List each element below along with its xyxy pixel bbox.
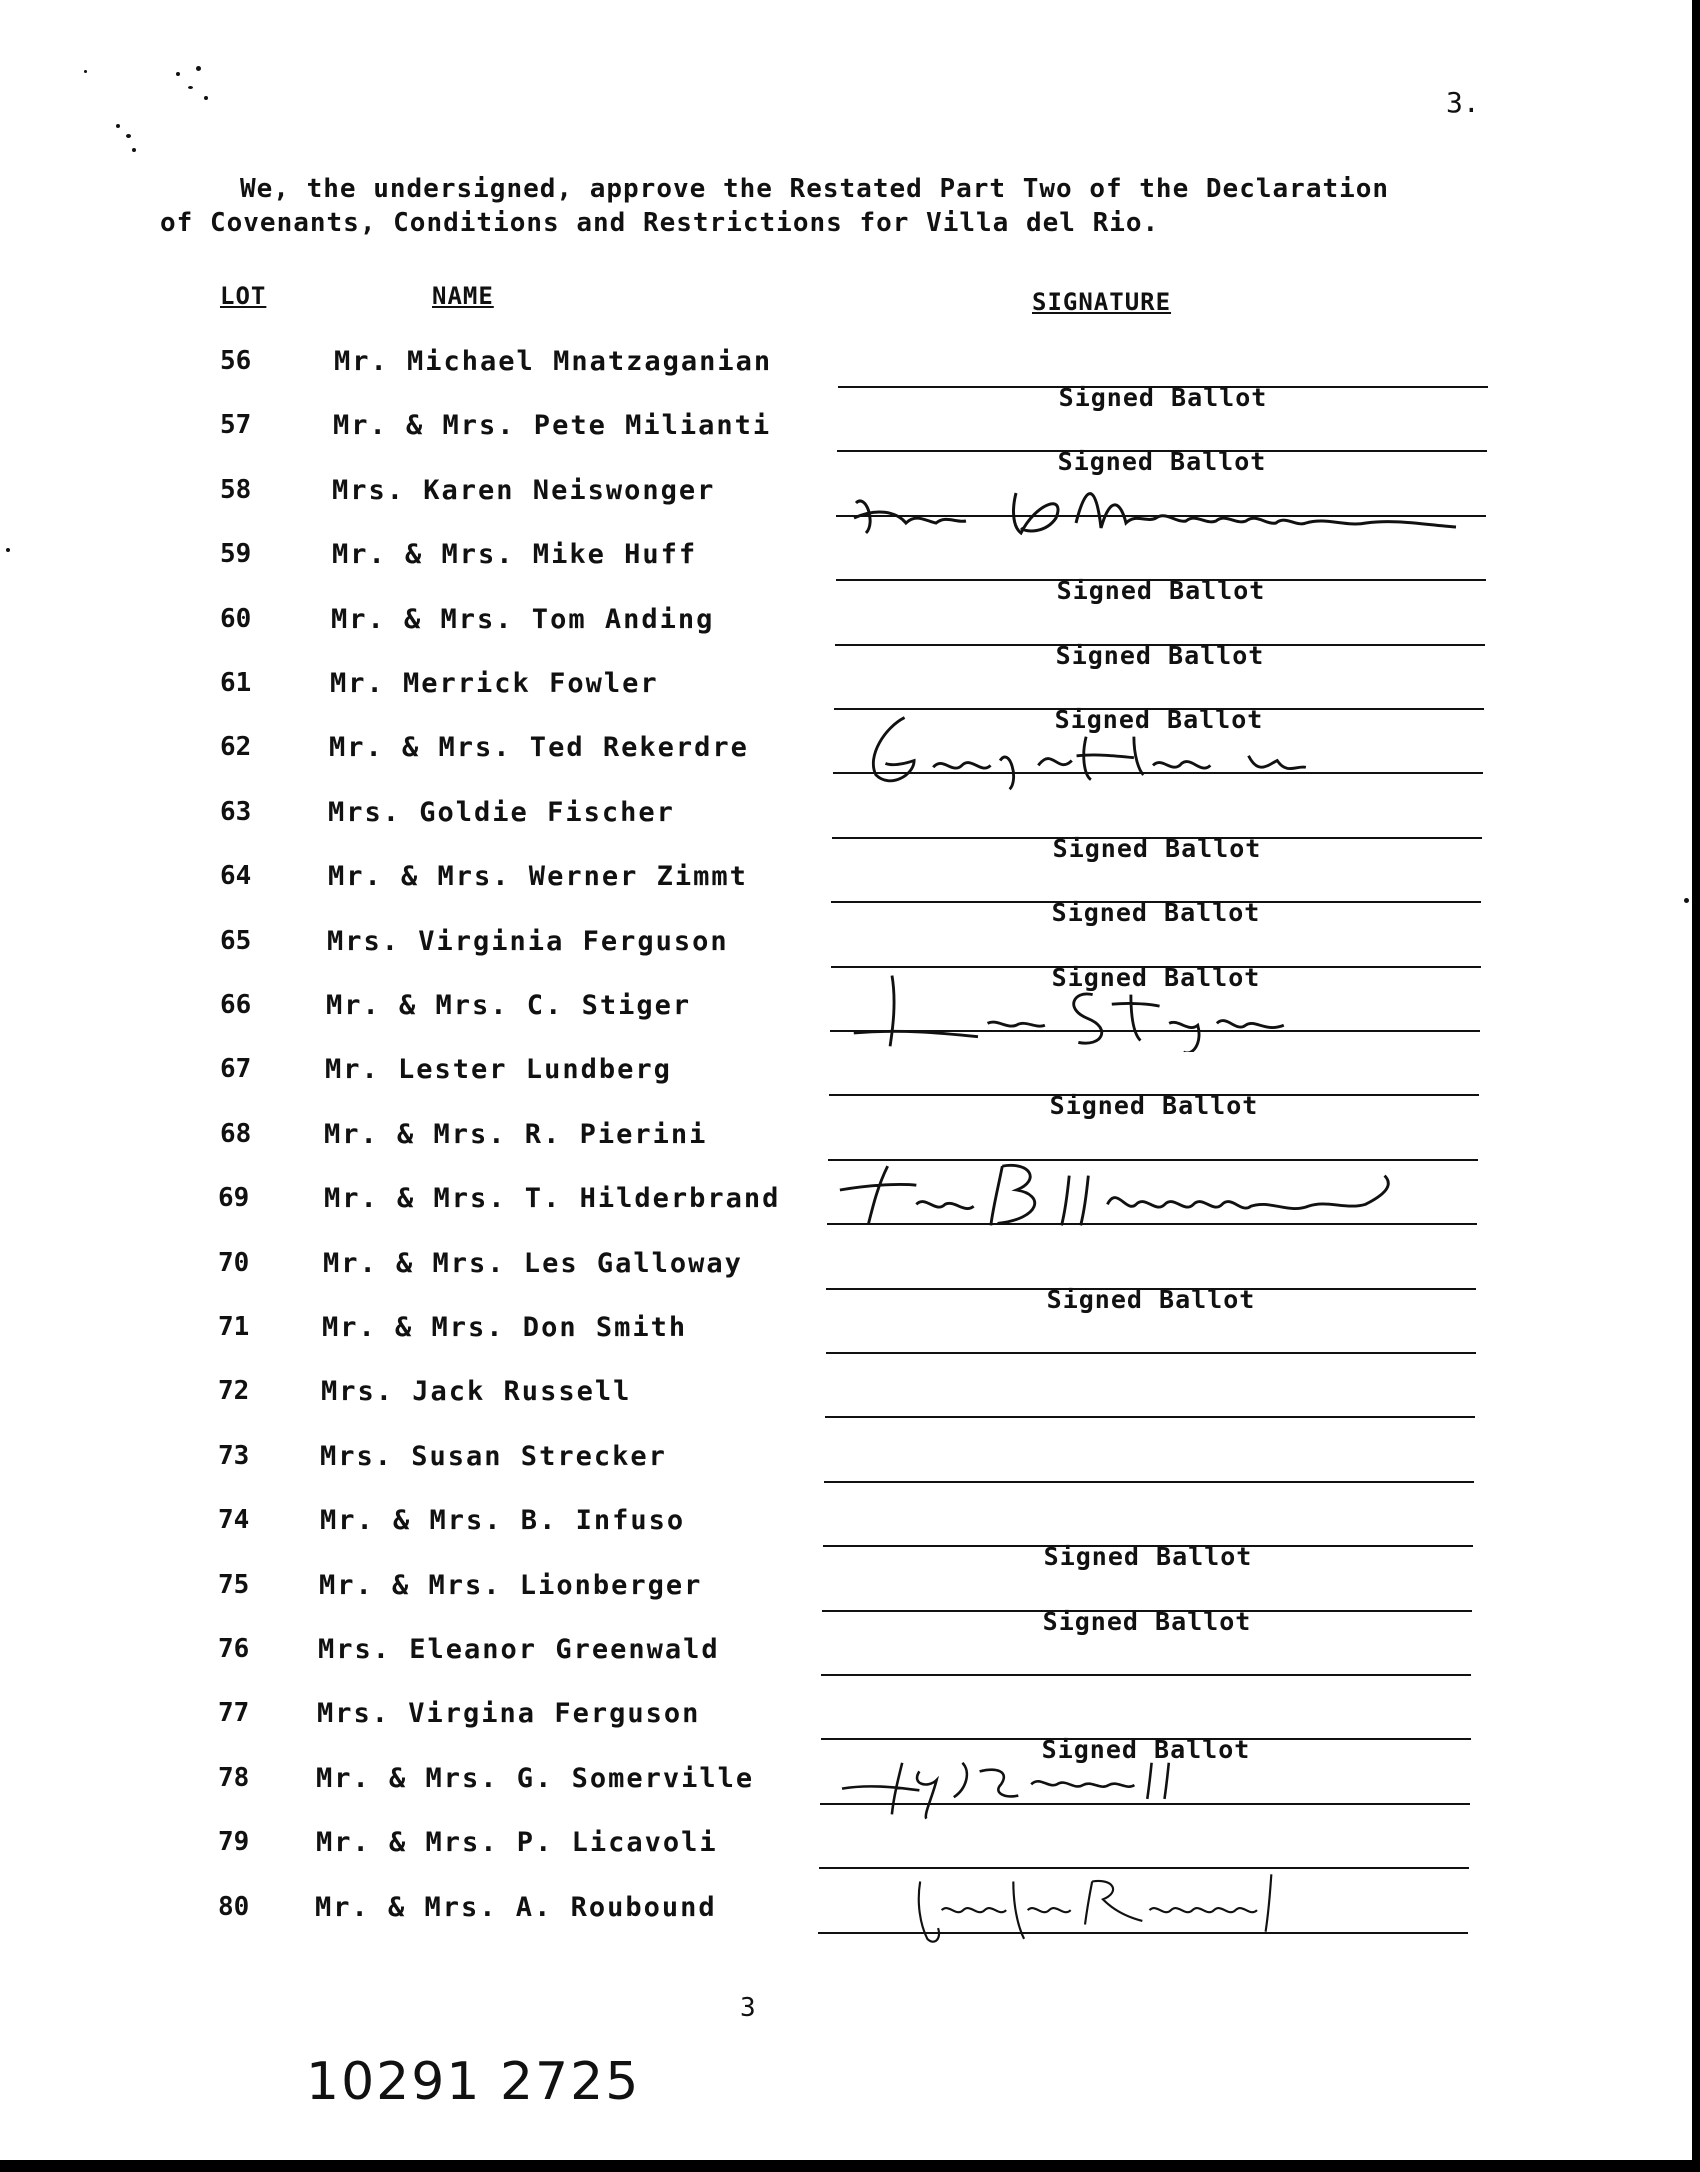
lot-number: 65 [220,925,252,956]
signature-line[interactable] [824,1481,1474,1483]
owner-name: Mr. & Mrs. Les Galloway [323,1247,743,1279]
signature-line[interactable] [820,1803,1470,1805]
owner-name: Mrs. Goldie Fischer [328,796,675,828]
intro-paragraph [160,172,1580,240]
table-row [0,861,1692,928]
intro-line-1: We, the undersigned, approve the Restated Part Two of the Declaration [240,174,1390,204]
signature-line[interactable] [836,515,1486,517]
signature-status: Signed Ballot [1051,898,1261,928]
table-row [0,1634,1692,1698]
signature-line[interactable] [818,1932,1468,1934]
lot-number: 74 [218,1505,250,1536]
owner-name: Mr. Michael Mnatzaganian [334,346,773,377]
signature-status: Signed Ballot [1055,640,1265,670]
table-row [0,1054,1692,1121]
lot-number: 75 [218,1569,250,1600]
footer-document-number: 10291 2725 [306,2052,641,2112]
owner-name: Mrs. Virgina Ferguson [317,1698,701,1730]
table-row [0,1312,1692,1376]
lot-number: 70 [218,1247,250,1278]
scan-speck [176,72,180,76]
signature-line[interactable] [825,1416,1475,1418]
signature-status: Signed Ballot [1058,383,1268,412]
lot-number: 79 [218,1827,250,1858]
signature-line[interactable] [838,383,1488,412]
signature-status: Signed Ballot [1051,962,1261,992]
signature-status: Signed Ballot [1041,1735,1251,1765]
signature-status: Signed Ballot [1057,447,1267,477]
table-row [0,1505,1692,1572]
signature-line[interactable] [833,772,1483,774]
signature-line[interactable] [822,1606,1472,1636]
signature-status: Signed Ballot [1056,576,1266,606]
owner-name: Mr. & Mrs. A. Roubound [315,1891,717,1923]
signature-line[interactable] [823,1542,1473,1572]
scan-speck [188,86,193,89]
scan-speck [132,148,136,152]
signature-line[interactable] [827,1223,1477,1225]
signature-line[interactable] [831,898,1481,928]
table-row [0,1441,1692,1505]
owner-name: Mr. & Mrs. Ted Rekerdre [329,732,749,764]
signature-line[interactable] [832,833,1482,863]
lot-number: 67 [220,1054,252,1085]
table-row [0,797,1692,861]
table-row [0,604,1692,668]
table-row [0,1183,1692,1247]
signature-status: Signed Ballot [1046,1284,1256,1314]
lot-number: 61 [220,668,252,698]
lot-number: 59 [220,539,252,570]
scan-speck [84,70,87,73]
lot-number: 68 [220,1118,252,1149]
owner-name: Mr. & Mrs. T. Hilderbrand [324,1183,781,1215]
scan-speck [116,124,120,128]
signature-status: Signed Ballot [1042,1606,1252,1636]
lot-number: 56 [220,346,252,376]
table-row [0,1763,1692,1827]
lot-number: 63 [220,796,252,827]
signature-status: Signed Ballot [1043,1542,1253,1572]
table-row [0,990,1692,1054]
owner-name: Mr. & Mrs. B. Infuso [320,1505,686,1537]
table-row [0,732,1692,796]
lot-number: 57 [220,410,252,441]
lot-number: 62 [220,732,252,763]
scan-speck [196,66,201,71]
table-row [0,475,1692,539]
lot-number: 77 [218,1698,250,1729]
table-row [0,1248,1692,1312]
lot-number: 76 [218,1634,250,1664]
header-lot: LOT [220,282,267,310]
signature-line[interactable] [836,576,1486,606]
signature-line[interactable] [837,447,1487,477]
owner-name: Mr. & Mrs. Don Smith [322,1312,688,1343]
table-row [0,1892,1692,1956]
owner-name: Mr. & Mrs. Lionberger [319,1569,703,1601]
owner-name: Mr. & Mrs. Pete Milianti [333,410,772,442]
header-signature: SIGNATURE [1032,288,1172,316]
owner-name: Mrs. Susan Strecker [320,1440,667,1472]
table-row [0,346,1692,410]
lot-number: 80 [218,1891,250,1922]
lot-number: 58 [220,474,252,505]
header-name: NAME [432,282,494,310]
intro-line-2: of Covenants, Conditions and Restrictions for Villa del Rio. [160,208,1160,238]
signature-status: Signed Ballot [1052,833,1262,863]
signature-line[interactable] [835,640,1485,670]
page-number: 3. [1446,86,1480,119]
lot-number: 60 [220,603,252,634]
owner-name: Mrs. Virginia Ferguson [327,925,729,957]
owner-name: Mr. & Mrs. P. Licavoli [316,1827,718,1859]
signature-line[interactable] [826,1284,1476,1314]
lot-number: 72 [218,1376,250,1407]
owner-name: Mrs. Karen Neiswonger [332,474,716,506]
lot-number: 73 [218,1440,250,1471]
owner-name: Mr. & Mrs. R. Pierini [324,1118,708,1150]
footer-mark: 3 [740,1993,756,2023]
signature-line[interactable] [829,1091,1479,1121]
signature-line[interactable] [830,1030,1480,1032]
owner-name: Mr. & Mrs. G. Somerville [316,1762,755,1794]
owner-name: Mr. & Mrs. C. Stiger [326,990,692,1021]
lot-number: 78 [218,1762,250,1793]
owner-name: Mr. & Mrs. Mike Huff [332,539,698,571]
signature-line[interactable] [826,1352,1476,1354]
signature-status: Signed Ballot [1049,1091,1259,1121]
scan-speck [126,134,131,138]
table-row [0,1376,1692,1440]
owner-name: Mrs. Eleanor Greenwald [318,1634,720,1665]
table-row [0,539,1692,606]
table-row [0,1570,1692,1634]
scan-speck [204,96,208,100]
lot-number: 66 [220,990,252,1020]
lot-number: 69 [218,1183,250,1214]
owner-name: Mrs. Jack Russell [321,1376,632,1408]
owner-name: Mr. Lester Lundberg [325,1054,672,1086]
signature-status: Signed Ballot [1054,705,1264,734]
owner-name: Mr. & Mrs. Tom Anding [331,603,715,635]
lot-number: 71 [218,1312,250,1342]
owner-name: Mr. Merrick Fowler [330,668,659,699]
owner-name: Mr. & Mrs. Werner Zimmt [328,861,748,893]
lot-number: 64 [220,861,252,892]
signature-line[interactable] [821,1674,1471,1676]
